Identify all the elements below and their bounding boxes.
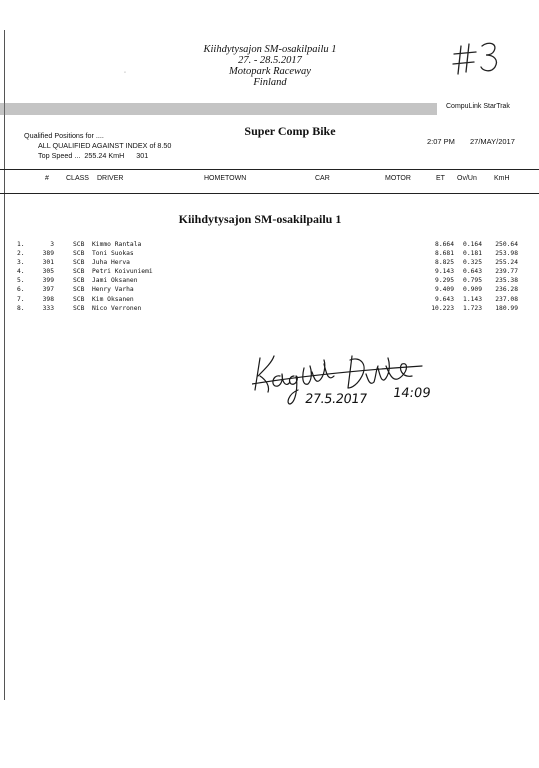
page-edge-line (4, 30, 5, 700)
kmh-cell: 253.98 (495, 250, 518, 258)
position-cell: 1. (17, 241, 25, 248)
header-rule-top (0, 169, 539, 170)
driver-cell: Toni Suokas (92, 250, 134, 258)
results-title: Kiihdytysajon SM-osakilpailu 1 (178, 212, 342, 226)
kmh-cell: 250.64 (495, 241, 518, 248)
table-row (0, 276, 539, 285)
class-cell: SCB (73, 304, 85, 312)
col-header-class: CLASS (66, 175, 89, 182)
kmh-cell: 236.28 (495, 286, 518, 294)
et-cell: 9.409 (435, 286, 454, 294)
class-cell: SCB (73, 259, 85, 267)
kmh-cell: 237.08 (495, 295, 518, 303)
qualification-info (24, 131, 171, 161)
col-header-motor: MOTOR (385, 175, 411, 182)
index-line: ALL QUALIFIED AGAINST INDEX of 8.50 (38, 141, 172, 150)
event-dates: 27. - 28.5.2017 (238, 55, 302, 66)
number-cell: 398 (42, 295, 54, 303)
kmh-cell: 180.99 (495, 304, 518, 312)
col-header-driver: DRIVER (97, 175, 124, 182)
driver-cell: Nico Verronen (92, 304, 142, 312)
ov-un-cell: 0.164 (463, 241, 482, 248)
results-table (0, 240, 539, 313)
number-cell: 305 (42, 268, 54, 276)
event-header (170, 44, 370, 88)
handwritten-page-number (452, 40, 502, 76)
col-header-hometown: HOMETOWN (204, 175, 247, 182)
position-cell: 8. (17, 304, 25, 312)
number-cell: 389 (42, 250, 54, 258)
ov-un-cell: 0.643 (463, 268, 482, 276)
et-cell: 8.825 (435, 259, 454, 267)
handwritten-time: 14:09 (391, 386, 432, 401)
ov-un-cell: 1.143 (463, 295, 482, 303)
kmh-cell: 235.38 (495, 277, 518, 285)
et-cell: 9.295 (435, 277, 454, 285)
system-label: CompuLink StarTrak (446, 103, 510, 110)
table-row (0, 249, 539, 258)
position-cell: 2. (17, 250, 25, 258)
class-cell: SCB (73, 268, 85, 276)
number-cell: 397 (42, 286, 54, 294)
driver-cell: Jami Oksanen (92, 277, 138, 285)
table-row (0, 295, 539, 304)
col-header-ov-un: Ov/Un (457, 175, 477, 182)
ov-un-cell: 1.723 (463, 304, 482, 312)
et-cell: 9.143 (435, 268, 454, 276)
position-cell: 7. (17, 295, 25, 303)
kmh-cell: 255.24 (495, 259, 518, 267)
col-header-car: CAR (315, 175, 330, 182)
table-row (0, 304, 539, 313)
print-time: 2:07 PM (427, 137, 455, 146)
event-country: Finland (253, 77, 287, 88)
number-cell: 333 (42, 304, 54, 312)
ov-un-cell: 0.909 (463, 286, 482, 294)
class-cell: SCB (73, 295, 85, 303)
driver-cell: Juha Herva (92, 259, 130, 267)
class-cell: SCB (73, 241, 85, 248)
event-venue: Motopark Raceway (229, 66, 311, 77)
qualified-positions-line: Qualified Positions for .... (24, 131, 104, 140)
event-name: Kiihdytysajon SM-osakilpailu 1 (203, 44, 337, 55)
position-cell: 6. (17, 286, 25, 294)
kmh-cell: 239.77 (495, 268, 518, 276)
driver-cell: Henry Varha (92, 286, 134, 294)
handwritten-date: 27.5.2017 (303, 392, 368, 407)
class-cell: SCB (73, 286, 85, 294)
et-cell: 9.643 (435, 295, 454, 303)
table-row (0, 285, 539, 294)
class-cell: SCB (73, 277, 85, 285)
ov-un-cell: 0.325 (463, 259, 482, 267)
et-cell: 8.664 (435, 241, 454, 248)
col-header-kmh: KmH (494, 175, 510, 182)
driver-cell: Kim Oksanen (92, 295, 134, 303)
class-cell: SCB (73, 250, 85, 258)
dot-matrix-band (0, 103, 437, 115)
ov-un-cell: 0.181 (463, 250, 482, 258)
number-cell: 3 (50, 241, 54, 248)
driver-cell: Petri Koivuniemi (92, 268, 153, 276)
col-header-et: ET (436, 175, 445, 182)
et-cell: 10.223 (431, 304, 454, 312)
table-row (0, 258, 539, 267)
position-cell: 3. (17, 259, 25, 267)
number-cell: 301 (42, 259, 54, 267)
ov-un-cell: 0.795 (463, 277, 482, 285)
header-rule-bottom (0, 193, 539, 194)
et-cell: 8.681 (435, 250, 454, 258)
col-header-number: # (45, 175, 49, 182)
table-row (0, 267, 539, 276)
position-cell: 5. (17, 277, 25, 285)
table-row (0, 240, 539, 249)
print-date: 27/MAY/2017 (470, 137, 515, 146)
position-cell: 4. (17, 268, 25, 276)
paper-speck: ◦ (124, 70, 127, 76)
driver-cell: Kimmo Rantala (92, 241, 142, 248)
top-speed-line: Top Speed ... 255.24 KmH 301 (38, 151, 149, 160)
class-title: Super Comp Bike (244, 124, 336, 138)
number-cell: 399 (42, 277, 54, 285)
